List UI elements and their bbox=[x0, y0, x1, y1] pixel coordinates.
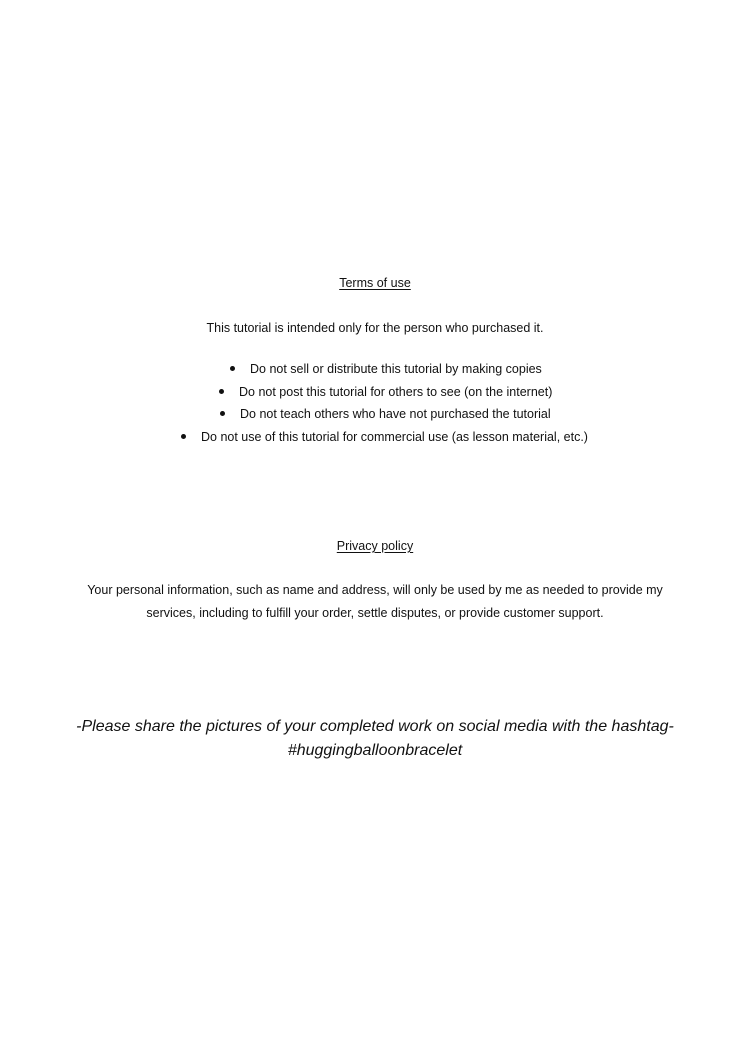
share-request-text: -Please share the pictures of your completed work on social media with the hashtag- bbox=[76, 718, 674, 735]
privacy-text-line-2: services, including to fulfill your order, settle disputes, or provide customer support. bbox=[146, 606, 604, 620]
bullet-icon bbox=[220, 411, 225, 416]
terms-rule-item bbox=[181, 429, 588, 445]
bullet-icon bbox=[230, 366, 235, 371]
bullet-icon bbox=[219, 389, 224, 394]
privacy-text-line-1: Your personal information, such as name and address, will only be used by me as needed to provide my bbox=[87, 583, 663, 597]
terms-rule-item bbox=[220, 406, 551, 422]
terms-rule-text: Do not sell or distribute this tutorial by making copies bbox=[250, 362, 542, 376]
terms-rule-text: Do not post this tutorial for others to see (on the internet) bbox=[239, 385, 553, 399]
terms-rule-item bbox=[230, 361, 542, 377]
privacy-policy-heading: Privacy policy bbox=[336, 539, 414, 553]
terms-rule-item bbox=[219, 384, 552, 400]
hashtag-text: #huggingballoonbracelet bbox=[287, 742, 463, 759]
terms-of-use-heading: Terms of use bbox=[339, 276, 411, 290]
terms-rule-text: Do not use of this tutorial for commercial use (as lesson material, etc.) bbox=[201, 430, 588, 444]
terms-intro-text: This tutorial is intended only for the person who purchased it. bbox=[206, 321, 544, 335]
bullet-icon bbox=[181, 434, 186, 439]
terms-rule-text: Do not teach others who have not purchased the tutorial bbox=[240, 407, 551, 421]
